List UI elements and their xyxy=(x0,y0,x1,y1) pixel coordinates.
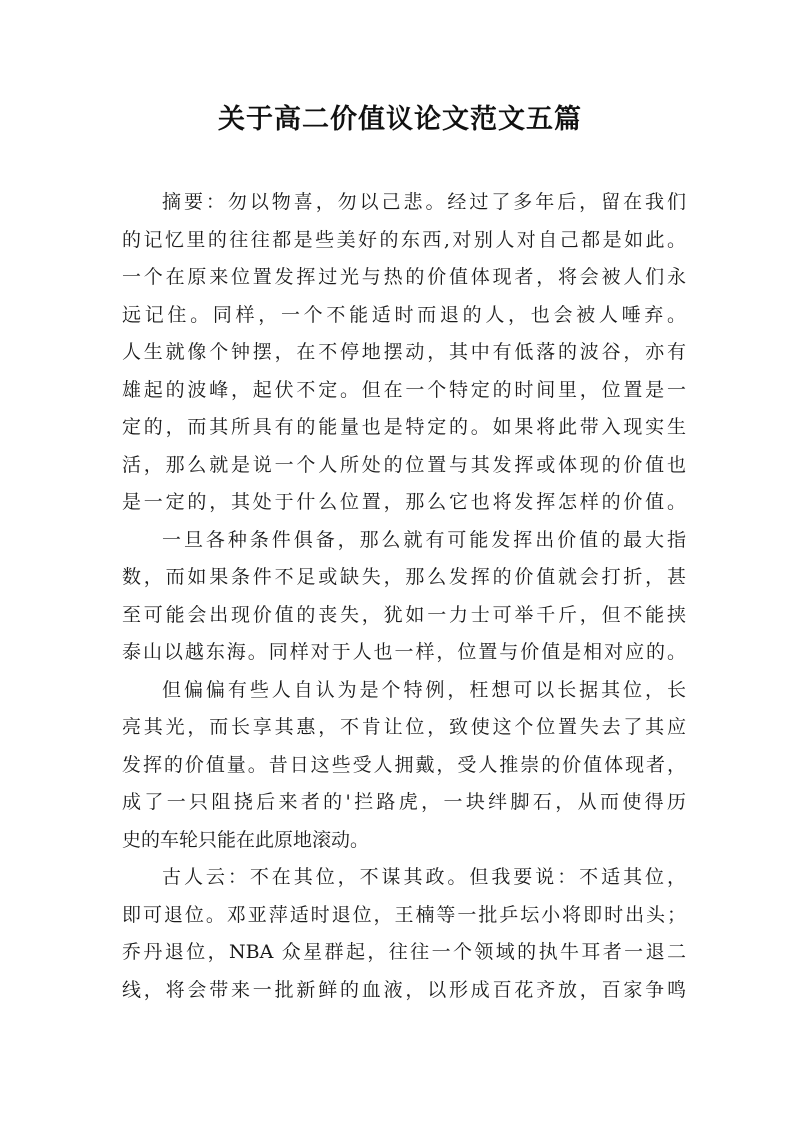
text-line: 人生就像个钟摆，在不停地摆动，其中有低落的波谷，亦有 xyxy=(122,341,686,363)
text-line: 活，那么就是说一个人所处的位置与其发挥或体现的价值也 xyxy=(122,453,686,476)
text-line: 的记忆里的往往都是些美好的东西,对别人对自己都是如此。 xyxy=(122,228,686,251)
text-line: 数，而如果条件不足或缺失，那么发挥的价值就会打折，甚 xyxy=(122,566,686,588)
text-line: 泰山以越东海。同样对于人也一样，位置与价值是相对应的。 xyxy=(122,641,686,663)
text-line: 亮其光，而长享其惠，不肯让位，致使这个位置失去了其应 xyxy=(122,716,686,738)
text-line: 一旦各种条件俱备，那么就有可能发挥出价值的最大指 xyxy=(162,528,686,551)
text-line: 远记住。同样，一个不能适时而退的人，也会被人唾弃。 xyxy=(122,303,686,326)
text-line: 摘要：勿以物喜，勿以己悲。经过了多年后，留在我们 xyxy=(162,191,686,213)
text-line: 成了一只阻挠后来者的'拦路虎，一块绊脚石，从而使得历 xyxy=(122,791,686,813)
text-line: 古人云：不在其位，不谋其政。但我要说：不适其位， xyxy=(162,866,686,888)
text-line: 定的，而其所具有的能量也是特定的。如果将此带入现实生 xyxy=(122,416,686,438)
text-line: 线，将会带来一批新鲜的血液，以形成百花齐放，百家争鸣 xyxy=(122,978,686,1001)
text-line: 即可退位。邓亚萍适时退位，王楠等一批乒坛小将即时出头； xyxy=(122,903,686,926)
text-line: 至可能会出现价值的丧失，犹如一力士可举千斤，但不能挟 xyxy=(122,603,686,626)
document-body xyxy=(122,184,686,1009)
text-line: 雄起的波峰，起伏不定。但在一个特定的时间里，位置是一 xyxy=(122,378,686,401)
text-line: 史的车轮只能在此原地滚动。 xyxy=(122,828,370,851)
text-line: 乔丹退位，NBA 众星群起，往往一个领域的执牛耳者一退二 xyxy=(122,941,686,963)
text-line: 是一定的，其处于什么位置，那么它也将发挥怎样的价值。 xyxy=(122,491,686,513)
text-line: 发挥的价值量。昔日这些受人拥戴，受人推崇的价值体现者， xyxy=(122,753,686,776)
page-title: 关于高二价值议论文范文五篇 xyxy=(218,104,582,135)
text-line: 但偏偏有些人自认为是个特例，枉想可以长据其位，长 xyxy=(162,678,686,701)
text-line: 一个在原来位置发挥过光与热的价值体现者，将会被人们永 xyxy=(122,266,686,288)
